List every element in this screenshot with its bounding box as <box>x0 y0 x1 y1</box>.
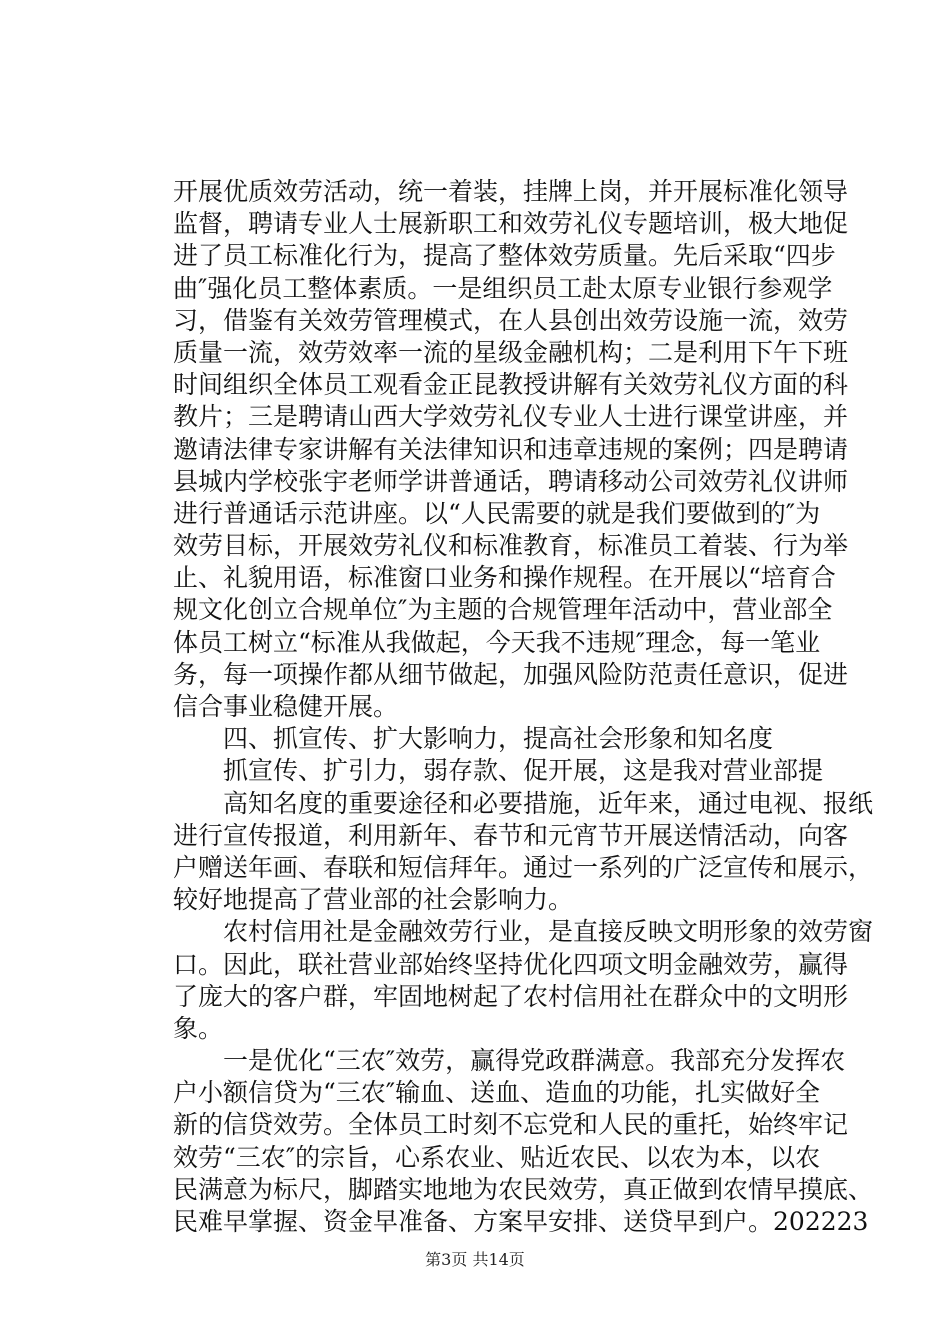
text-line: 民难早掌握、资金早准备、方案早安排、送贷早到户。202223 <box>173 1207 869 1236</box>
text-line: 开展优质效劳活动，统一着装，挂牌上岗，并开展标准化领导 <box>173 177 849 206</box>
text-line: 进行宣传报道，利用新年、春节和元宵节开展送情活动，向客 <box>173 820 849 850</box>
text-line: 县城内学校张宇老师学讲普通话，聘请移动公司效劳礼仪讲师 <box>173 466 849 496</box>
text-line: 监督，聘请专业人士展新职工和效劳礼仪专题培训，极大地促 <box>173 209 849 239</box>
text-line: 时间组织全体员工观看金正昆教授讲解有关效劳礼仪方面的科 <box>173 370 849 400</box>
text-line: 务，每一项操作都从细节做起，加强风险防范责任意识，促进 <box>173 659 849 689</box>
text-line: 农村信用社是金融效劳行业，是直接反映文明形象的效劳窗 <box>223 917 874 947</box>
text-line: 民满意为标尺，脚踏实地地为农民效劳，真正做到农情早摸底、 <box>173 1174 874 1204</box>
text-line: 规文化创立合规单位″为主题的合规管理年活动中，营业部全 <box>173 595 833 625</box>
text-line: 曲″强化员工整体素质。一是组织员工赴太原专业银行参观学 <box>173 273 833 303</box>
text-line: 较好地提高了营业部的社会影响力。 <box>173 885 574 915</box>
text-line: 高知名度的重要途径和必要措施，近年来，通过电视、报纸 <box>223 788 874 818</box>
document-body <box>173 176 874 1238</box>
text-line: 效劳目标，开展效劳礼仪和标准教育，标准员工着装、行为举 <box>173 531 849 561</box>
text-line: 一是优化“三农″效劳，赢得党政群满意。我部充分发挥农 <box>223 1046 846 1076</box>
page-footer: 第3页 共14页 <box>425 1250 525 1269</box>
text-line: 进了员工标准化行为，提高了整体效劳质量。先后采取“四步 <box>173 241 836 271</box>
text-line: 体员工树立“标准从我做起，今天我不违规″理念，每一笔业 <box>173 627 821 657</box>
text-line: 口。因此，联社营业部始终坚持优化四项文明金融效劳，赢得 <box>173 949 849 979</box>
text-line: 户小额信贷为“三农″输血、送血、造血的功能，扎实做好全 <box>173 1078 821 1108</box>
text-line: 户赠送年画、春联和短信拜年。通过一系列的广泛宣传和展示， <box>173 852 874 882</box>
text-line: 止、礼貌用语，标准窗口业务和操作规程。在开展以“培育合 <box>173 563 836 593</box>
text-line: 新的信贷效劳。全体员工时刻不忘党和人民的重托，始终牢记 <box>173 1110 849 1140</box>
text-line: 信合事业稳健开展。 <box>173 692 399 721</box>
text-line: 四、抓宣传、扩大影响力，提高社会形象和知名度 <box>223 724 774 754</box>
text-line: 了庞大的客户群，牢固地树起了农村信用社在群众中的文明形 <box>173 981 849 1011</box>
text-line: 教片；三是聘请山西大学效劳礼仪专业人士进行课堂讲座，并 <box>173 402 849 432</box>
text-line: 进行普通话示范讲座。以“人民需要的就是我们要做到的″为 <box>173 498 821 528</box>
text-line: 习，借鉴有关效劳管理模式，在人县创出效劳设施一流，效劳 <box>173 305 849 335</box>
text-line: 抓宣传、扩引力，弱存款、促开展，这是我对营业部提 <box>223 756 824 786</box>
text-line: 邀请法律专家讲解有关法律知识和违章违规的案例；四是聘请 <box>173 434 849 464</box>
text-line: 象。 <box>173 1013 224 1043</box>
text-line: 效劳“三农″的宗旨，心系农业、贴近农民、以农为本，以农 <box>173 1142 821 1172</box>
text-line: 质量一流，效劳效率一流的星级金融机构；二是利用下午下班 <box>173 337 849 367</box>
